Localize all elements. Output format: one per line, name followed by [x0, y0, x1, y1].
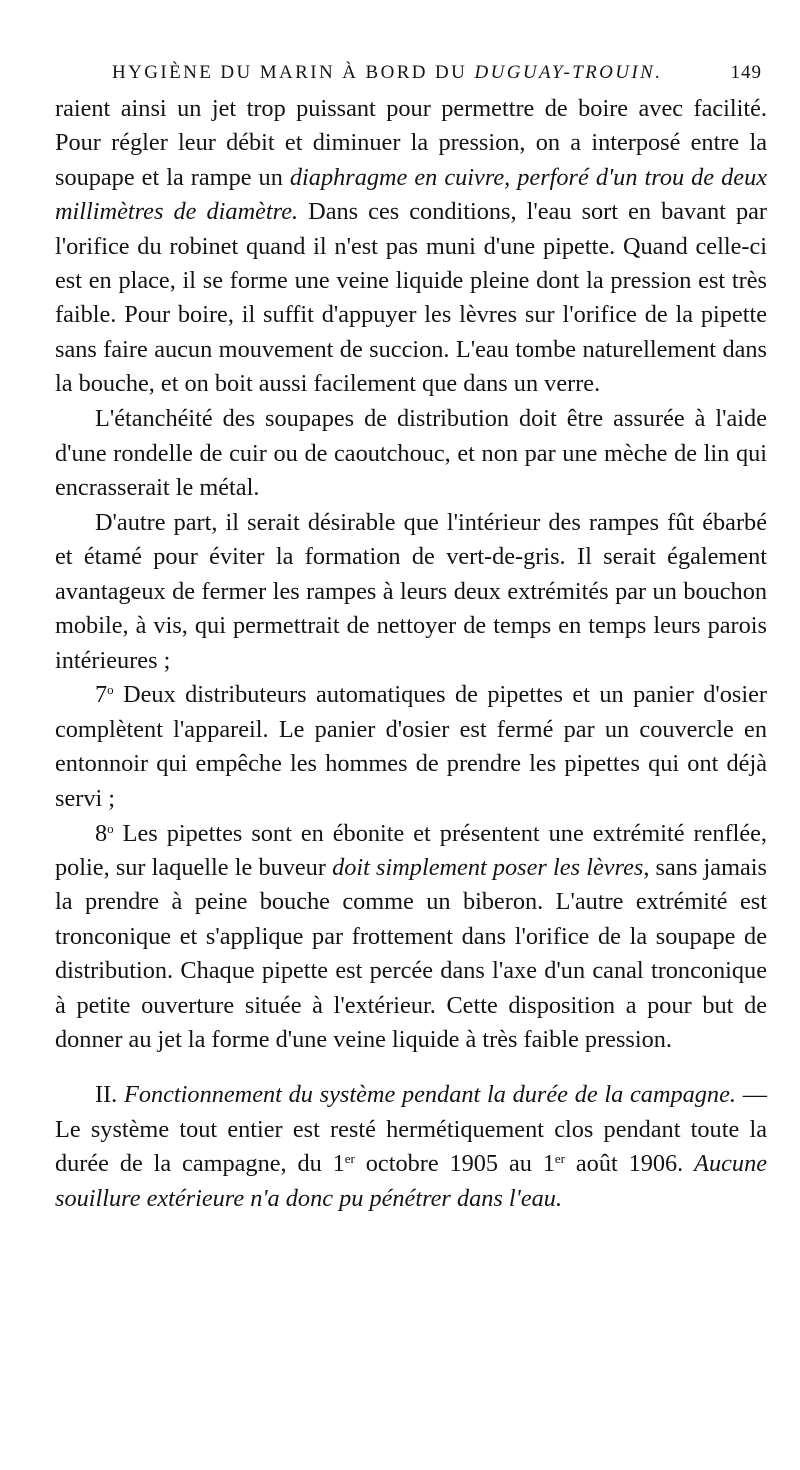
emphasis: Aucune souillure extérieure n'a donc pu pénétrer dans l'eau. [55, 1150, 767, 1212]
text-run: août 1906. [565, 1150, 695, 1178]
emphasis: diaphragme en cuivre, perforé d'un trou de deux millimètres de diamètre. [55, 163, 768, 226]
section-numeral: II. [95, 1081, 124, 1109]
ordinal-mark: er [554, 1151, 566, 1167]
text-run: raient ainsi un jet trop puissant pour permettre de boire avec facilité. Pour régler leur débit et diminuer la pression, on a interposé entre la soupape et la rampe un [55, 95, 767, 191]
paragraph-ramps [55, 506, 767, 678]
running-head-ship: DUGUAY-TROUIN. [474, 62, 663, 83]
body-text [55, 92, 767, 1216]
text-run: — Le système tout entier est resté hermétiquement clos pendant toute la durée de la campagne, du 1 [55, 1081, 767, 1178]
paragraph-item-8 [55, 817, 767, 1058]
running-head-prefix: HYGIÈNE DU MARIN À BORD DU [112, 62, 475, 83]
text-run: D'autre part, il serait désirable que l'intérieur des rampes fût ébarbé et étamé pour éviter la formation de vert-de-gris. Il serait également avantageux de fermer les rampes à leurs deux extrémités par un bouchon mobile, à vis, qui permettrait de nettoyer de temps en temps leurs parois intérieures ; [55, 508, 767, 674]
ordinal-mark: er [344, 1151, 355, 1167]
paragraph-item-7 [55, 678, 767, 816]
section-heading: Fonctionnement du système pendant la durée de la campagne. [124, 1081, 736, 1109]
text-run: L'étanchéité des soupapes de distribution doit être assurée à l'aide d'une rondelle de cuir ou de caoutchouc, et non par une mèche de lin qui encrasserait le métal. [55, 405, 767, 501]
item-number: 7 [95, 681, 108, 709]
text-run: Dans ces conditions, l'eau sort en bavant par l'orifice du robinet quand il n'est pas muni d'une pipette. Quand celle-ci est en place, il se forme une veine liquide pleine dont la pression est très faible. Pour boire, il suffit d'appuyer les lèvres sur l'orifice de la pipette sans faire aucun mouvement de succion. L'eau tombe naturellement dans la bouche, et on boit aussi facilement que dans un verre. [55, 198, 767, 398]
paragraph-gasket [55, 402, 767, 505]
ordinal-mark: o [107, 682, 114, 698]
text-run: , sans jamais la prendre à peine bouche comme un biberon. L'autre extrémité est tronconique et s'applique par frottement dans l'orifice de la soupape de distribution. Chaque pipette est percée dans l'axe d'un canal tronconique à petite ouverture située à l'extérieur. Cette disposition a pour but de donner au jet la forme d'une veine liquide à très faible pression. [55, 853, 767, 1053]
text-run: octobre 1905 au 1 [354, 1150, 555, 1178]
item-number: 8 [95, 819, 108, 847]
ordinal-mark: o [107, 820, 114, 836]
emphasis: doit simplement poser les lèvres [332, 853, 644, 881]
paragraph-continued [55, 92, 767, 402]
text-run: Les pipettes sont en ébonite et présentent une extrémité renflée, polie, sur laquelle le buveur [55, 819, 767, 881]
section-ii [55, 1078, 767, 1216]
page-number: 149 [730, 62, 762, 83]
running-head-title [112, 62, 662, 84]
text-run: Deux distributeurs automatiques de pipettes et un panier d'osier complètent l'appareil. Le panier d'osier est fermé par un couvercle en entonnoir qui empêche les hommes de prendre les pipettes qui ont déjà servi ; [55, 681, 767, 812]
running-head [112, 62, 762, 92]
